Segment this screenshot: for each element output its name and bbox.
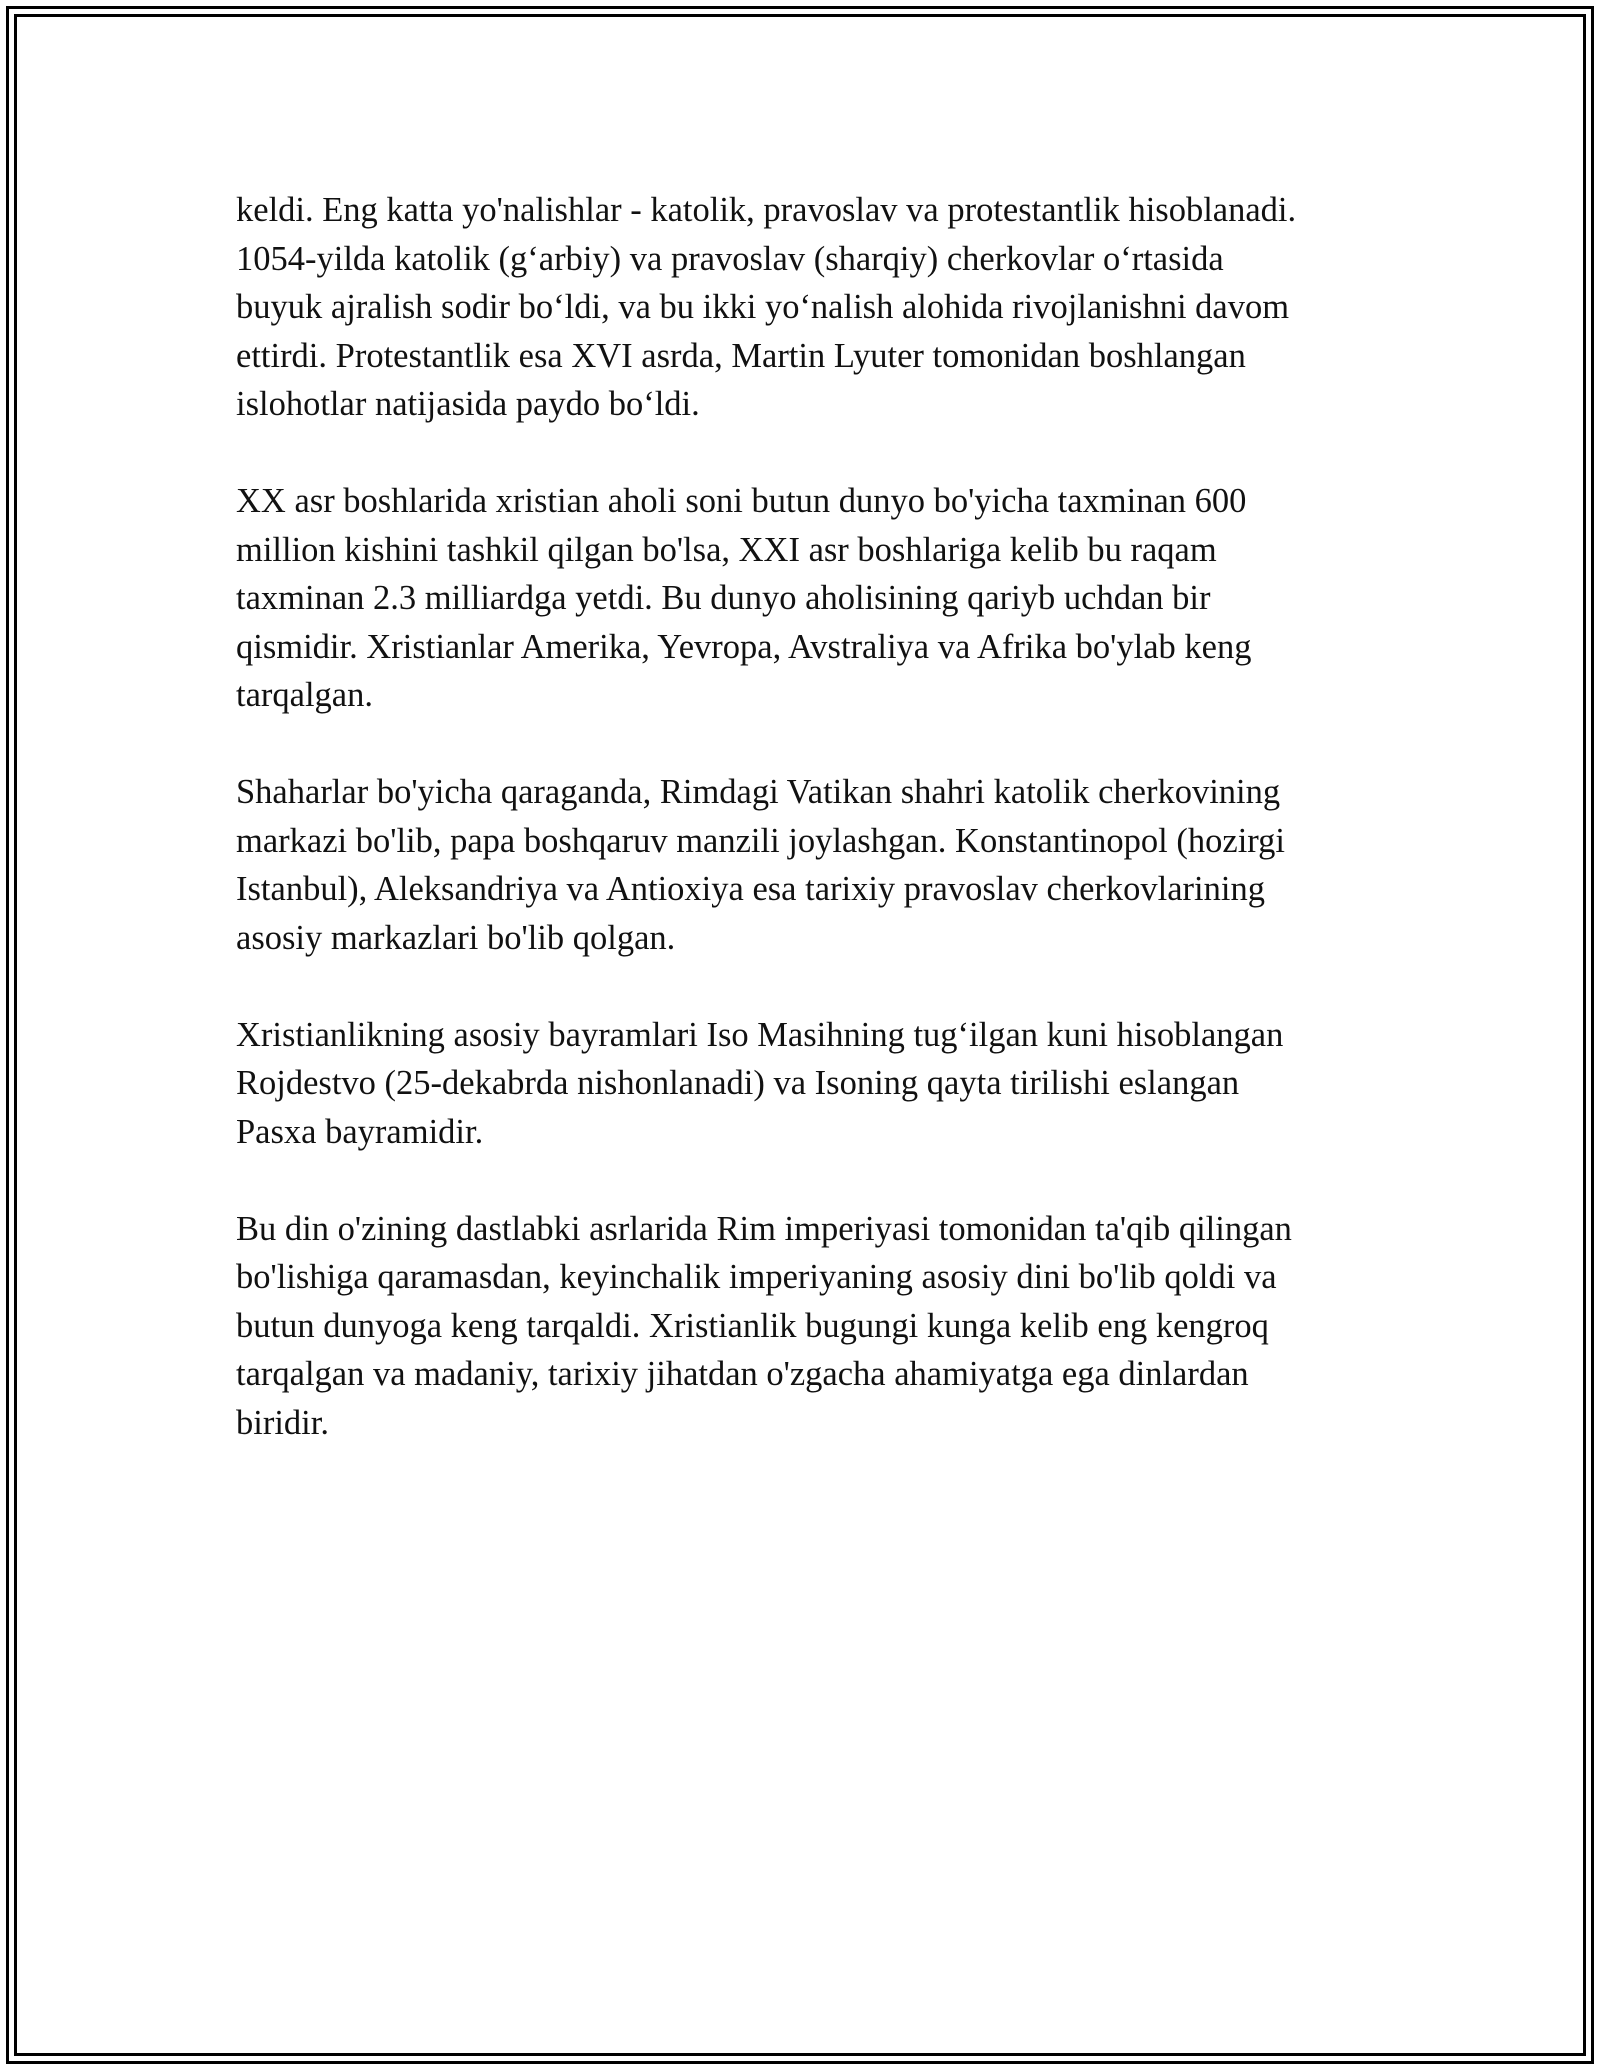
text-line: qismidir. Xristianlar Amerika, Yevropa, Avstraliya va Afrika bo'ylab keng bbox=[236, 627, 1252, 666]
document-body bbox=[236, 186, 1386, 1447]
text-line: Bu din o'zining dastlabki asrlarida Rim imperiyasi tomonidan ta'qib qilingan bbox=[236, 1209, 1292, 1248]
text-line: Istanbul), Aleksandriya va Antioxiya esa tarixiy pravoslav cherkovlarining bbox=[236, 870, 1265, 908]
text-line: bo'lishiga qaramasdan, keyinchalik imperiyaning asosiy dini bo'lib qoldi va bbox=[236, 1258, 1277, 1296]
paragraph-3 bbox=[236, 768, 1386, 962]
paragraph-2 bbox=[236, 477, 1386, 720]
paragraph-4 bbox=[236, 1011, 1386, 1157]
text-line: ettirdi. Protestantlik esa XVI asrda, Martin Lyuter tomonidan boshlangan bbox=[236, 336, 1246, 375]
text-line: XX asr boshlarida xristian aholi soni butun dunyo bo'yicha taxminan 600 bbox=[236, 482, 1247, 520]
text-line: keldi. Eng katta yo'nalishlar - katolik, pravoslav va protestantlik hisoblanadi. bbox=[236, 191, 1297, 229]
text-line: Rojdestvo (25-dekabrda nishonlanadi) va Isoning qayta tirilishi eslangan bbox=[236, 1064, 1240, 1102]
text-line: islohotlar natijasida paydo bo‘ldi. bbox=[236, 385, 700, 423]
text-line: 1054-yilda katolik (g‘arbiy) va pravoslav (sharqiy) cherkovlar o‘rtasida bbox=[236, 239, 1224, 278]
text-line: Pasxa bayramidir. bbox=[236, 1112, 484, 1151]
text-line: buyuk ajralish sodir bo‘ldi, va bu ikki yo‘nalish alohida rivojlanishni davom bbox=[236, 288, 1290, 326]
text-line: butun dunyoga keng tarqaldi. Xristianlik bugungi kunga kelib eng kengroq bbox=[236, 1306, 1269, 1345]
text-line: tarqalgan va madaniy, tarixiy jihatdan o'zgacha ahamiyatga ega dinlardan bbox=[236, 1355, 1249, 1393]
text-line: tarqalgan. bbox=[236, 676, 373, 714]
text-line: asosiy markazlari bo'lib qolgan. bbox=[236, 918, 676, 957]
paragraph-1 bbox=[236, 186, 1386, 429]
text-line: taxminan 2.3 milliardga yetdi. Bu dunyo aholisining qariyb uchdan bir bbox=[236, 579, 1211, 617]
text-line: biridir. bbox=[236, 1403, 329, 1442]
text-line: Shaharlar bo'yicha qaraganda, Rimdagi Vatikan shahri katolik cherkovining bbox=[236, 773, 1281, 811]
paragraph-5 bbox=[236, 1205, 1386, 1448]
text-line: million kishini tashkil qilgan bo'lsa, XXI asr boshlariga kelib bu raqam bbox=[236, 530, 1217, 569]
text-line: markazi bo'lib, papa boshqaruv manzili joylashgan. Konstantinopol (hozirgi bbox=[236, 821, 1285, 860]
text-line: Xristianlikning asosiy bayramlari Iso Masihning tug‘ilgan kuni hisoblangan bbox=[236, 1015, 1284, 1054]
